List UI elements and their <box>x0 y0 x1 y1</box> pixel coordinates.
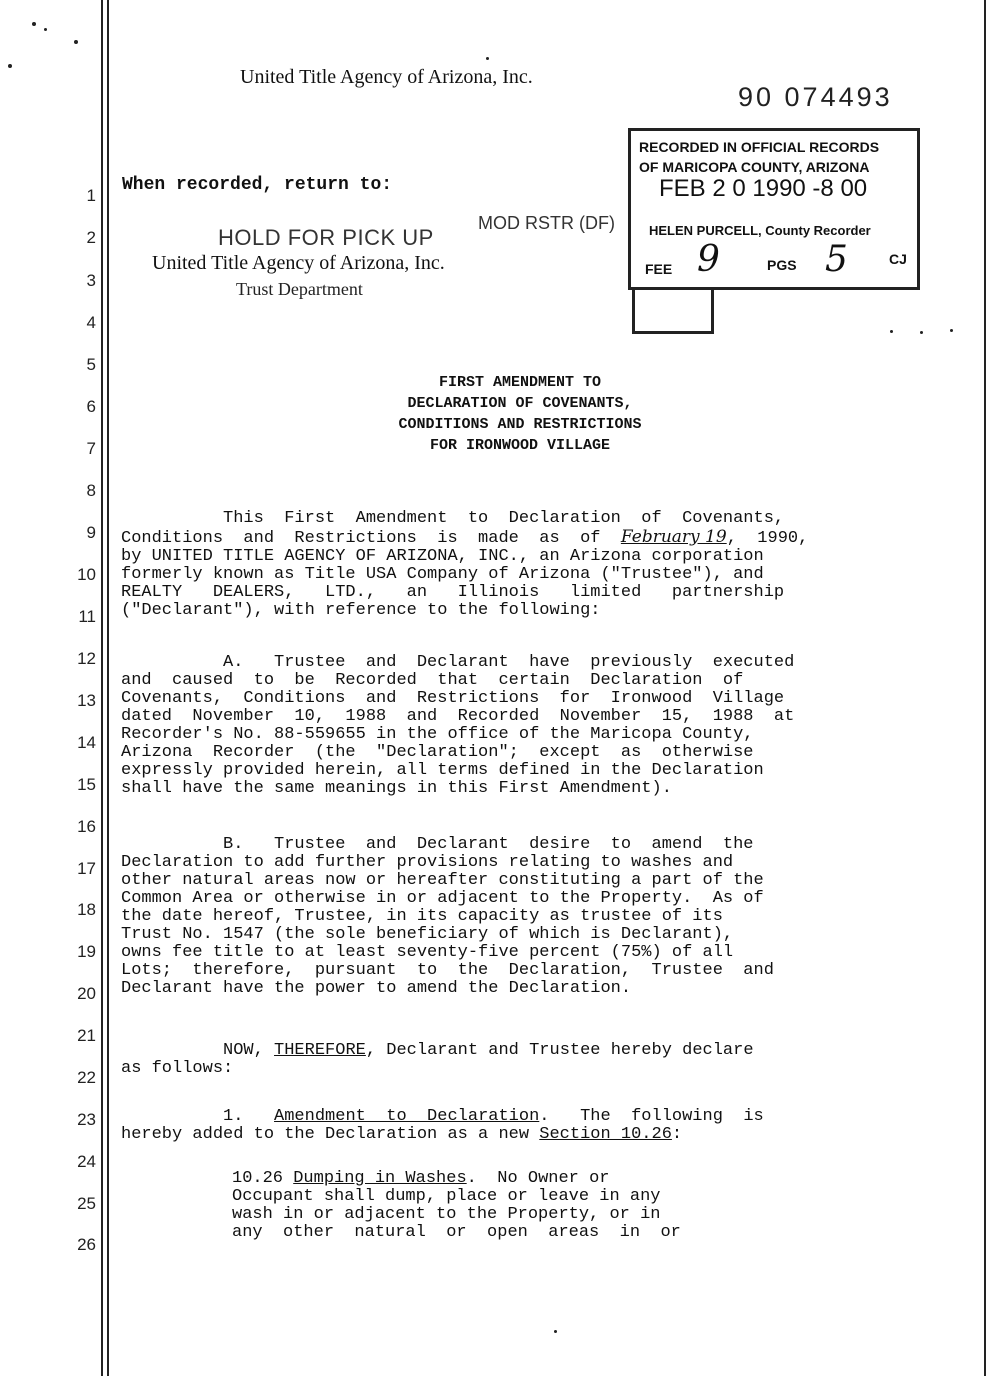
text-line <box>121 1126 764 1144</box>
text-line: ("Declarant"), with reference to the following: <box>121 601 601 620</box>
document-title <box>300 372 740 456</box>
scan-speck <box>32 22 36 26</box>
hold-for-pickup: HOLD FOR PICK UP <box>218 225 434 250</box>
stamp-fee-label: FEE <box>645 261 673 277</box>
line-number: 19 <box>77 942 96 961</box>
text-line: and caused to be Recorded that certain Declaration of <box>121 671 744 690</box>
text-line <box>121 1042 754 1060</box>
mod-rstr-note: MOD RSTR (DF) <box>478 213 615 233</box>
text-line: REALTY DEALERS, LTD., an Illinois limited partnership <box>121 583 785 602</box>
text-line <box>232 1170 681 1188</box>
scan-speck <box>8 64 12 68</box>
line-number: 9 <box>86 523 96 542</box>
section-1-heading: Amendment to Declaration <box>274 1107 540 1126</box>
text-line: as follows: <box>121 1059 234 1078</box>
text-segment: , Declarant and Trustee hereby declare <box>365 1041 754 1060</box>
text-segment: 1. <box>121 1107 275 1126</box>
line-number: 12 <box>77 649 96 668</box>
text-line: Lots; therefore, pursuant to the Declaration, Trustee and <box>121 961 774 980</box>
handwritten-date: February 19 <box>620 527 727 547</box>
text-segment: . No Owner or <box>466 1169 610 1188</box>
text-line: Recorder's No. 88-559655 in the office of the Maricopa County, <box>121 725 754 744</box>
recorder-stamp <box>628 128 920 290</box>
stamp-pgs-value: 5 <box>825 239 848 280</box>
line-number: 13 <box>77 691 96 710</box>
line-number: 8 <box>86 481 96 500</box>
line-number: 20 <box>77 984 96 1003</box>
recital-a-paragraph <box>121 636 794 816</box>
text-line: Trust No. 1547 (the sole beneficiary of which is Declarant), <box>121 925 734 944</box>
line-number: 4 <box>86 313 96 332</box>
text-line: Occupant shall dump, place or leave in any <box>232 1187 661 1206</box>
line-number: 2 <box>86 228 96 247</box>
scan-speck <box>74 40 78 44</box>
text-line: the date hereof, Trustee, in its capacity as trustee of its <box>121 907 723 926</box>
text-segment: Conditions and Restrictions is made as of <box>121 529 621 548</box>
text-segment: : <box>671 1125 683 1144</box>
text-line: Arizona Recorder (the "Declaration"; except as otherwise <box>121 743 754 762</box>
line-number: 7 <box>86 439 96 458</box>
text-line: Covenants, Conditions and Restrictions for Ironwood Village <box>121 689 785 708</box>
scan-speck <box>920 331 923 334</box>
recital-b-paragraph <box>121 818 774 1016</box>
margin-rule-left-inner <box>107 0 109 1376</box>
therefore-emphasis: THEREFORE <box>274 1041 366 1060</box>
scan-speck <box>950 329 953 332</box>
stamp-initials: CJ <box>889 251 907 267</box>
line-number: 16 <box>77 817 96 836</box>
line-number: 5 <box>86 355 96 374</box>
line-number: 25 <box>77 1194 96 1213</box>
line-number: 14 <box>77 733 96 752</box>
return-agency-name: United Title Agency of Arizona, Inc. <box>152 252 445 274</box>
text-segment: hereby added to the Declaration as a new <box>121 1125 540 1144</box>
stamp-fee-value: 9 <box>697 239 720 280</box>
text-line: A. Trustee and Declarant have previously executed <box>121 653 795 672</box>
stamp-date-time: FEB 2 0 1990 -8 00 <box>659 175 868 202</box>
title-line: FOR IRONWOOD VILLAGE <box>429 437 611 454</box>
section-10-26-heading: Dumping in Washes <box>293 1169 467 1188</box>
title-line: FIRST AMENDMENT TO <box>438 374 602 391</box>
text-line: owns fee title to at least seventy-five percent (75%) of all <box>121 943 734 962</box>
margin-rule-left <box>101 0 103 1376</box>
title-line: DECLARATION OF COVENANTS, <box>407 395 633 412</box>
line-number: 22 <box>77 1068 96 1087</box>
stamp-line-2: OF MARICOPA COUNTY, ARIZONA <box>639 159 870 175</box>
line-number: 21 <box>77 1026 96 1045</box>
line-number: 24 <box>77 1152 96 1171</box>
text-line: This First Amendment to Declaration of Covenants, <box>121 509 785 528</box>
text-line: Declarant have the power to amend the Declaration. <box>121 979 632 998</box>
text-line: wash in or adjacent to the Property, or in <box>232 1205 661 1224</box>
text-segment: , 1990, <box>726 529 809 548</box>
return-department: Trust Department <box>236 279 363 299</box>
text-line: any other natural or open areas in or <box>232 1223 681 1242</box>
line-number: 15 <box>77 775 96 794</box>
scan-speck <box>44 28 47 31</box>
text-line: shall have the same meanings in this First Amendment). <box>121 779 672 798</box>
line-number: 11 <box>78 607 96 626</box>
text-segment: NOW, <box>121 1041 275 1060</box>
stamp-line-1: RECORDED IN OFFICIAL RECORDS <box>639 139 880 155</box>
now-therefore-paragraph <box>121 1024 754 1096</box>
margin-rule-right <box>984 0 986 1376</box>
title-line: CONDITIONS AND RESTRICTIONS <box>398 416 642 433</box>
intro-paragraph <box>121 492 808 638</box>
line-number: 1 <box>86 186 96 205</box>
line-number: 17 <box>77 859 96 878</box>
text-line: by UNITED TITLE AGENCY OF ARIZONA, INC., an Arizona corporation <box>121 547 764 566</box>
line-number: 26 <box>77 1235 96 1254</box>
text-line: formerly known as Title USA Company of Arizona ("Trustee"), and <box>121 565 764 584</box>
section-10-26-paragraph <box>232 1152 681 1260</box>
scan-speck <box>486 57 489 60</box>
text-segment: 10.26 <box>232 1169 294 1188</box>
line-number: 10 <box>77 565 96 584</box>
document-number: 90 074493 <box>738 82 893 112</box>
line-number: 6 <box>86 397 96 416</box>
section-reference: Section 10.26 <box>539 1125 672 1144</box>
stamp-pgs-label: PGS <box>767 257 797 273</box>
text-line: expressly provided herein, all terms defined in the Declaration <box>121 761 764 780</box>
line-number: 18 <box>77 900 96 919</box>
text-line <box>121 1108 764 1126</box>
text-line: other natural areas now or hereafter constituting a part of the <box>121 871 764 890</box>
text-line: Common Area or otherwise in or adjacent to the Property. As of <box>121 889 764 908</box>
text-line: dated November 10, 1988 and Recorded November 15, 1988 at <box>121 707 795 726</box>
line-number: 3 <box>86 271 96 290</box>
text-segment: . The following is <box>539 1107 764 1126</box>
text-line: Declaration to add further provisions relating to washes and <box>121 853 734 872</box>
line-number: 23 <box>77 1110 96 1129</box>
recorder-stamp-tab <box>632 288 714 334</box>
scan-speck <box>890 330 893 333</box>
return-to-label: When recorded, return to: <box>122 175 393 195</box>
text-line <box>121 528 808 548</box>
header-agency-name: United Title Agency of Arizona, Inc. <box>240 66 533 88</box>
stamp-recorder: HELEN PURCELL, County Recorder <box>649 223 871 238</box>
text-line: B. Trustee and Declarant desire to amend the <box>121 835 754 854</box>
scan-speck <box>554 1330 557 1333</box>
